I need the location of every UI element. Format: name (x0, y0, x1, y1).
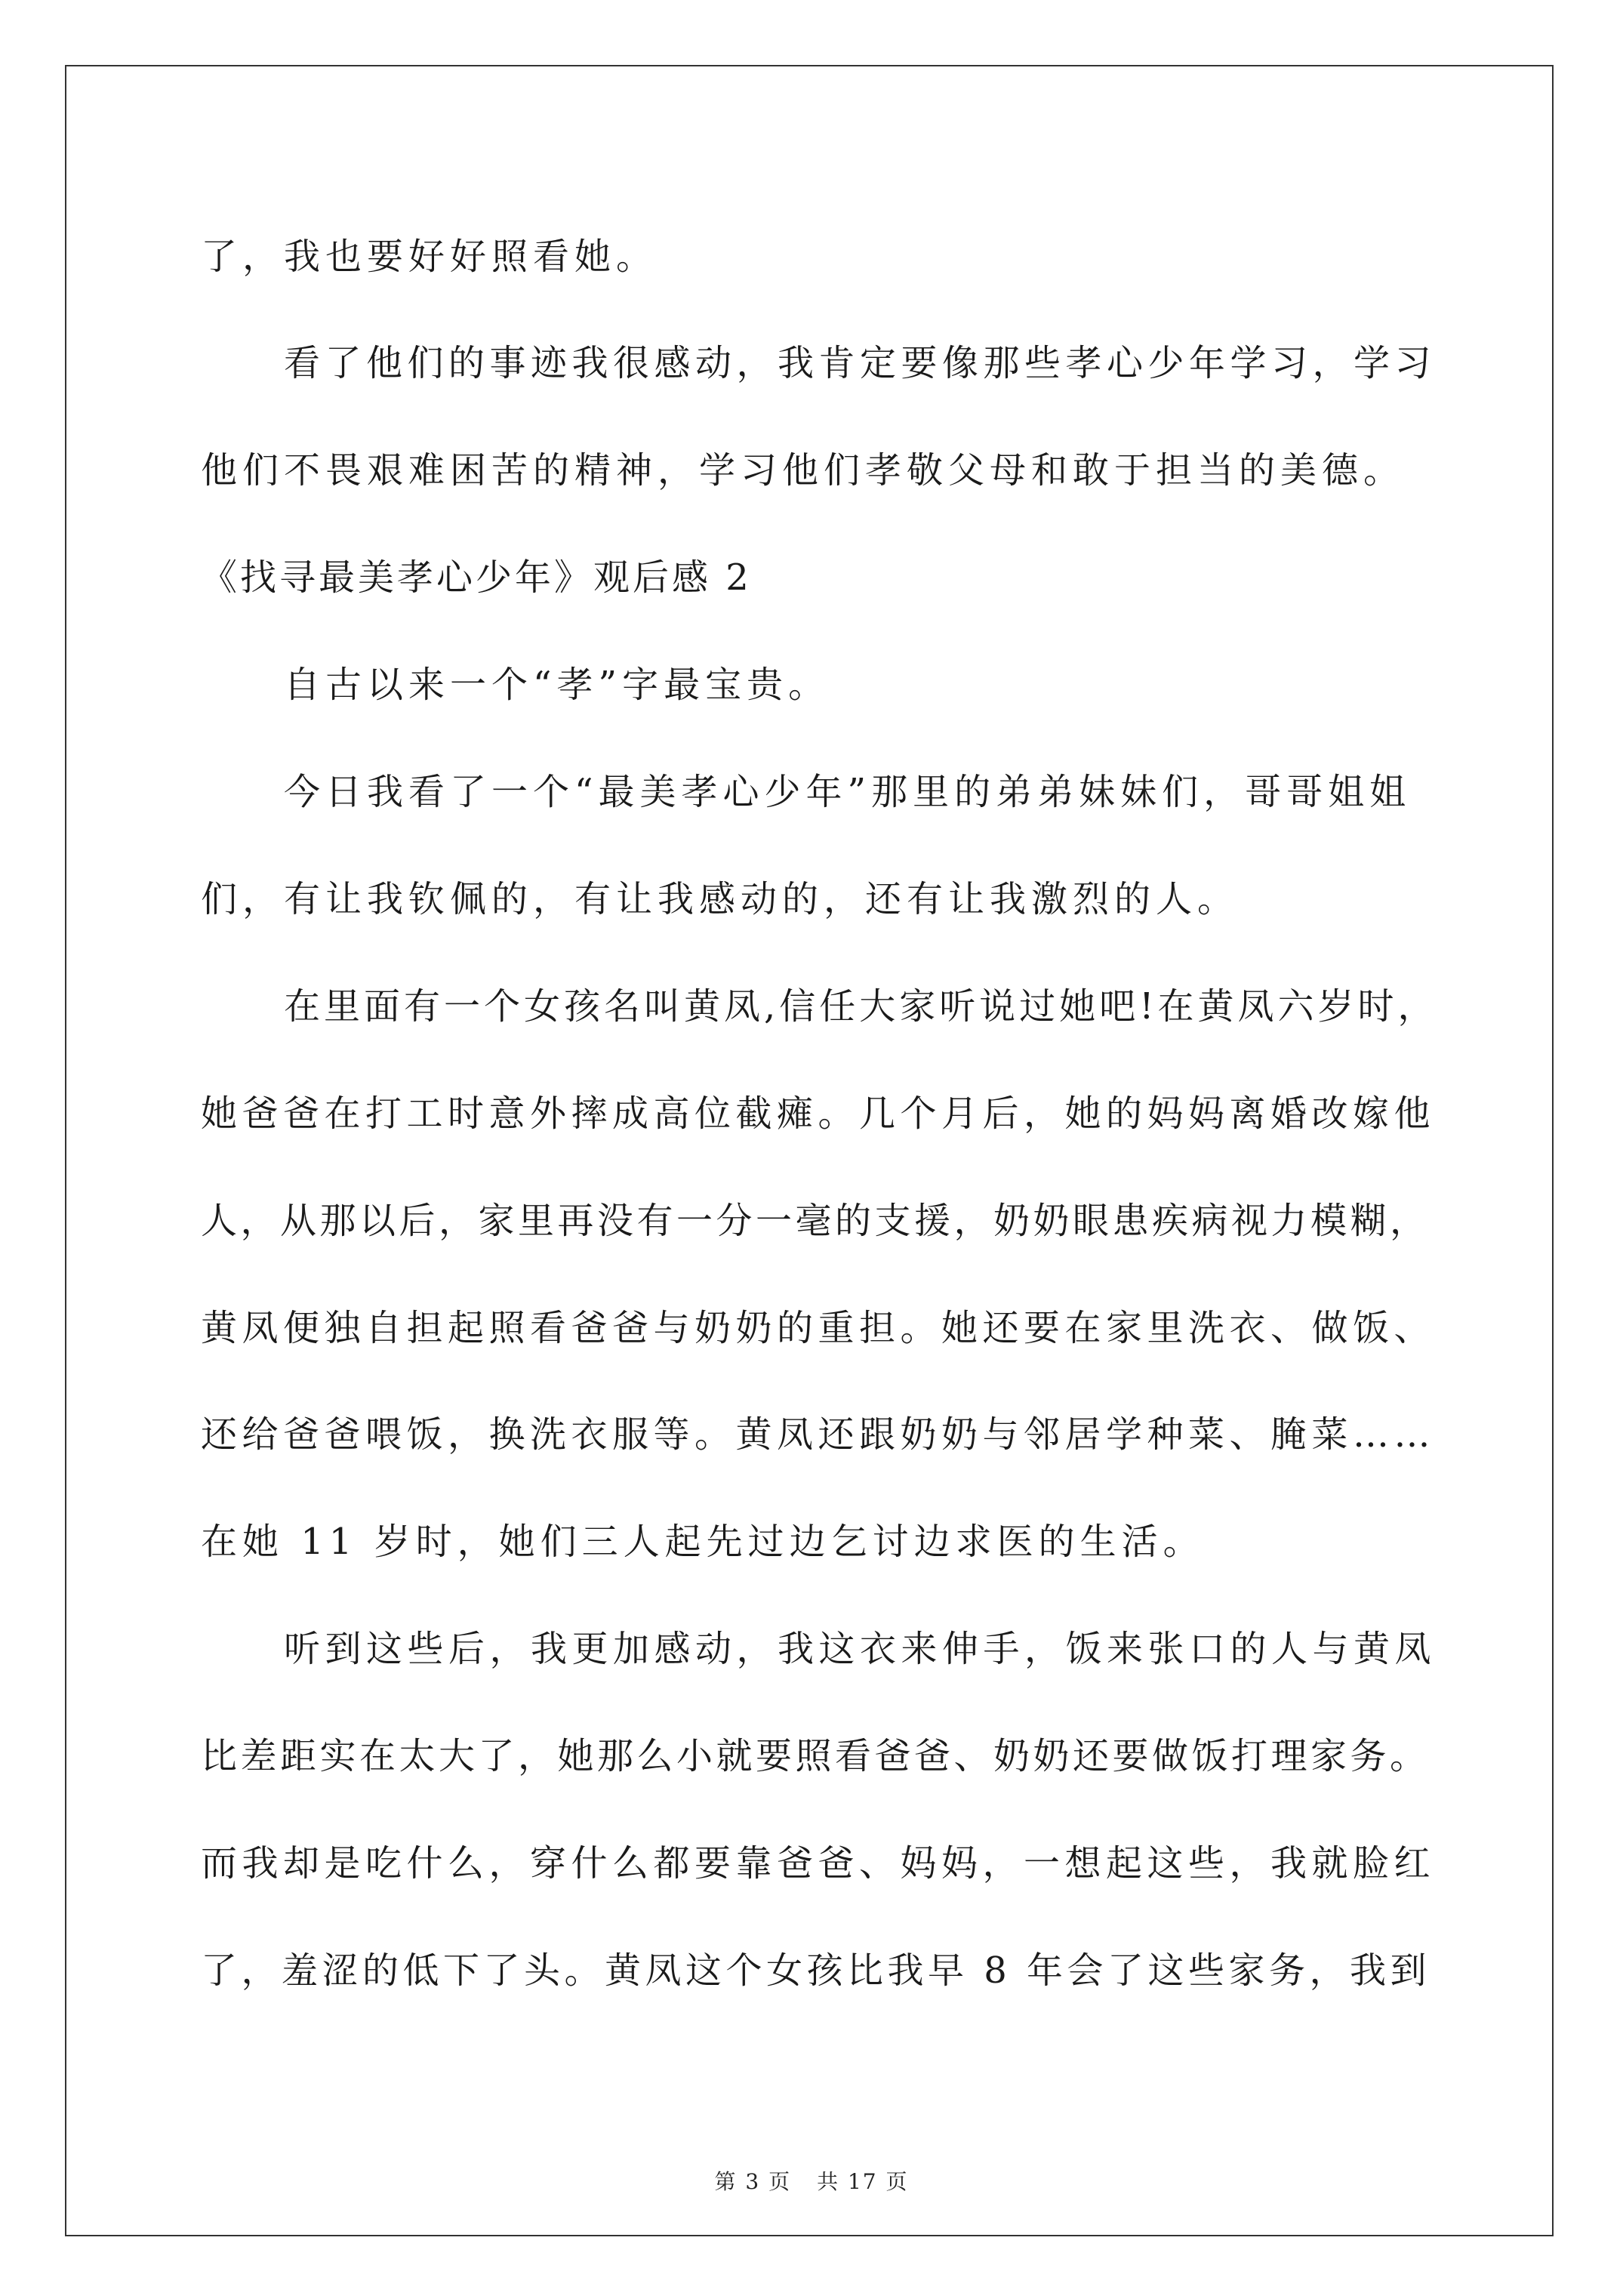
text-line: 人，从那以后，家里再没有一分一毫的支援，奶奶眼患疾病视力模糊， (201, 1200, 1430, 1242)
text-line: 还给爸爸喂饭，换洗衣服等。黄凤还跟奶奶与邻居学种菜、腌菜…… (201, 1413, 1436, 1456)
text-line: 而我却是吃什么，穿什么都要靠爸爸、妈妈，一想起这些，我就脸红 (201, 1842, 1436, 1885)
text-line: 她爸爸在打工时意外摔成高位截瘫。几个月后，她的妈妈离婚改嫁他 (201, 1093, 1436, 1135)
paragraph-start: 在里面有一个女孩名叫黄凤,信任大家听说过她吧!在黄凤六岁时， (284, 985, 1438, 1028)
paragraph-start: 今日我看了一个“最美孝心少年”那里的弟弟妹妹们，哥哥姐姐 (284, 771, 1412, 813)
page-footer (0, 2168, 1623, 2196)
page-total: 共 17 页 (817, 2169, 909, 2194)
paragraph-start: 自古以来一个“孝”字最宝贵。 (284, 664, 830, 706)
page-border (65, 65, 1554, 2236)
paragraph-start: 看了他们的事迹我很感动，我肯定要像那些孝心少年学习，学习 (284, 342, 1437, 384)
text-line: 黄凤便独自担起照看爸爸与奶奶的重担。她还要在家里洗衣、做饭、 (201, 1307, 1436, 1349)
text-line: 在她 11 岁时，她们三人起先过边乞讨边求医的生活。 (201, 1521, 1205, 1563)
text-line: 了，我也要好好照看她。 (201, 236, 658, 278)
section-title: 《找寻最美孝心少年》观后感 2 (201, 556, 752, 599)
paragraph-start: 听到这些后，我更加感动，我这衣来伸手，饭来张口的人与黄凤 (284, 1628, 1437, 1670)
text-line: 们，有让我钦佩的，有让我感动的，还有让我激烈的人。 (201, 878, 1240, 920)
text-line: 比差距实在太大了，她那么小就要照看爸爸、奶奶还要做饭打理家务。 (201, 1735, 1430, 1777)
text-line: 他们不畏艰难困苦的精神，学习他们孝敬父母和敢于担当的美德。 (201, 449, 1406, 492)
page-number: 第 3 页 (714, 2169, 792, 2194)
text-line: 了，羞涩的低下了头。黄凤这个女孩比我早 8 年会了这些家务，我到 (201, 1949, 1431, 1992)
